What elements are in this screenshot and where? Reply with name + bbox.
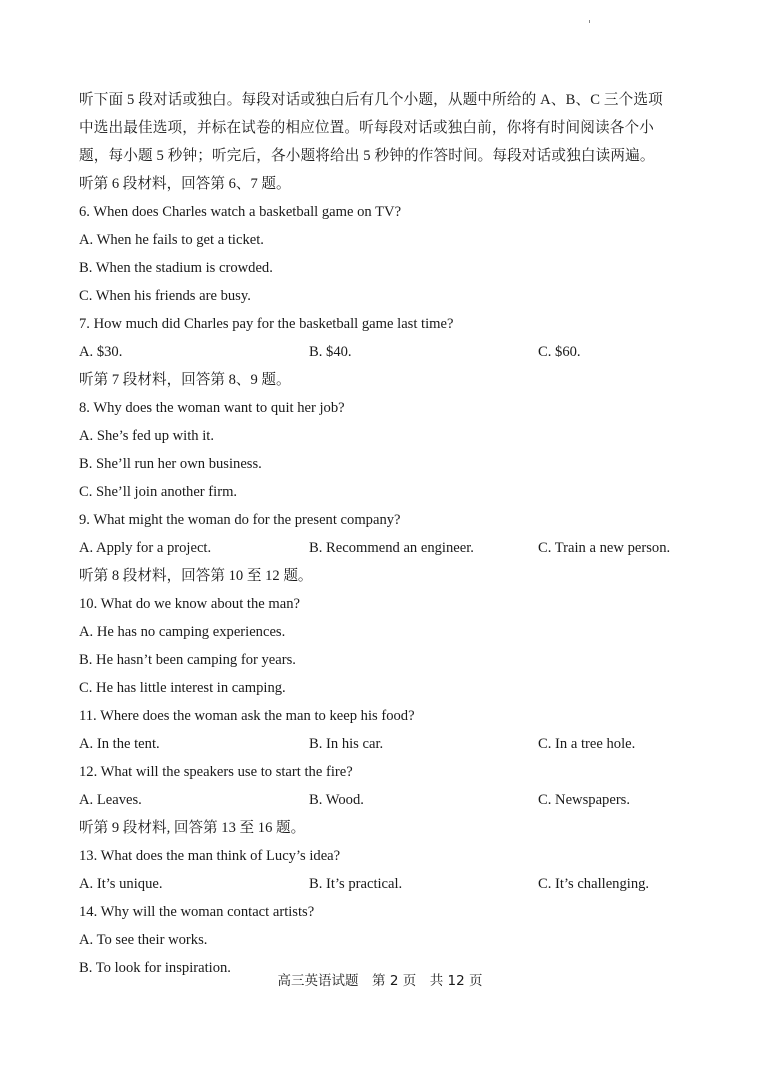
question-12: 12. What will the speakers use to start the fire? (79, 764, 353, 780)
question-9-options (79, 534, 699, 562)
question-12-option-a: A. Leaves. (79, 792, 142, 808)
question-13-options (79, 870, 699, 898)
instructions-line-2: 中选出最佳选项，并标在试卷的相应位置。听每段对话或独白前，你将有时间阅读各个小 (79, 120, 655, 136)
question-12-options (79, 786, 699, 814)
section-heading-7: 听第 7 段材料，回答第 8、9 题。 (79, 372, 291, 388)
question-10: 10. What do we know about the man? (79, 596, 301, 612)
question-7-option-b: B. $40. (309, 344, 352, 360)
question-9-option-b: B. Recommend an engineer. (309, 540, 474, 556)
question-9-option-a: A. Apply for a project. (79, 540, 212, 556)
question-9-option-c: C. Train a new person. (538, 540, 671, 556)
question-10-option-c: C. He has little interest in camping. (79, 680, 286, 696)
question-10-option-a: A. He has no camping experiences. (79, 624, 286, 640)
instructions-line-3: 题，每小题 5 秒钟；听完后，各小题将给出 5 秒钟的作答时间。每段对话或独白读两遍。 (79, 148, 655, 164)
question-14: 14. Why will the woman contact artists? (79, 904, 315, 920)
page-footer: 高三英语试题 第 2 页 共 12 页 (277, 973, 483, 989)
question-9: 9. What might the woman do for the present company? (79, 512, 401, 528)
question-13: 13. What does the man think of Lucy’s idea? (79, 848, 341, 864)
question-13-option-a: A. It’s unique. (79, 876, 163, 892)
question-8-option-c: C. She’ll join another firm. (79, 484, 238, 500)
question-11-option-b: B. In his car. (309, 736, 384, 752)
question-11-option-c: C. In a tree hole. (538, 736, 636, 752)
question-8-option-b: B. She’ll run her own business. (79, 456, 262, 472)
section-heading-6: 听第 6 段材料，回答第 6、7 题。 (79, 176, 291, 192)
question-6-option-b: B. When the stadium is crowded. (79, 260, 273, 276)
instructions-line-1: 听下面 5 段对话或独白。每段对话或独白后有几个小题，从题中所给的 A、B、C 三个选项 (79, 92, 663, 108)
question-6-option-c: C. When his friends are busy. (79, 288, 251, 304)
question-6-option-a: A. When he fails to get a ticket. (79, 232, 264, 248)
question-11-options (79, 730, 699, 758)
question-7: 7. How much did Charles pay for the basketball game last time? (79, 316, 454, 332)
question-7-option-c: C. $60. (538, 344, 581, 360)
question-7-options (79, 338, 699, 366)
question-8: 8. Why does the woman want to quit her job? (79, 400, 345, 416)
question-11-option-a: A. In the tent. (79, 736, 160, 752)
section-heading-8: 听第 8 段材料，回答第 10 至 12 题。 (79, 568, 313, 584)
question-11: 11. Where does the woman ask the man to keep his food? (79, 708, 415, 724)
question-13-option-c: C. It’s challenging. (538, 876, 650, 892)
question-7-option-a: A. $30. (79, 344, 123, 360)
question-14-option-b: B. To look for inspiration. (79, 960, 231, 976)
question-8-option-a: A. She’s fed up with it. (79, 428, 214, 444)
question-6: 6. When does Charles watch a basketball game on TV? (79, 204, 402, 220)
question-13-option-b: B. It’s practical. (309, 876, 403, 892)
question-12-option-b: B. Wood. (309, 792, 364, 808)
question-10-option-b: B. He hasn’t been camping for years. (79, 652, 296, 668)
listening-section (79, 86, 699, 982)
question-14-option-a: A. To see their works. (79, 932, 208, 948)
section-heading-9: 听第 9 段材料, 回答第 13 至 16 题。 (79, 820, 306, 836)
corner-mark (589, 20, 590, 23)
question-12-option-c: C. Newspapers. (538, 792, 631, 808)
